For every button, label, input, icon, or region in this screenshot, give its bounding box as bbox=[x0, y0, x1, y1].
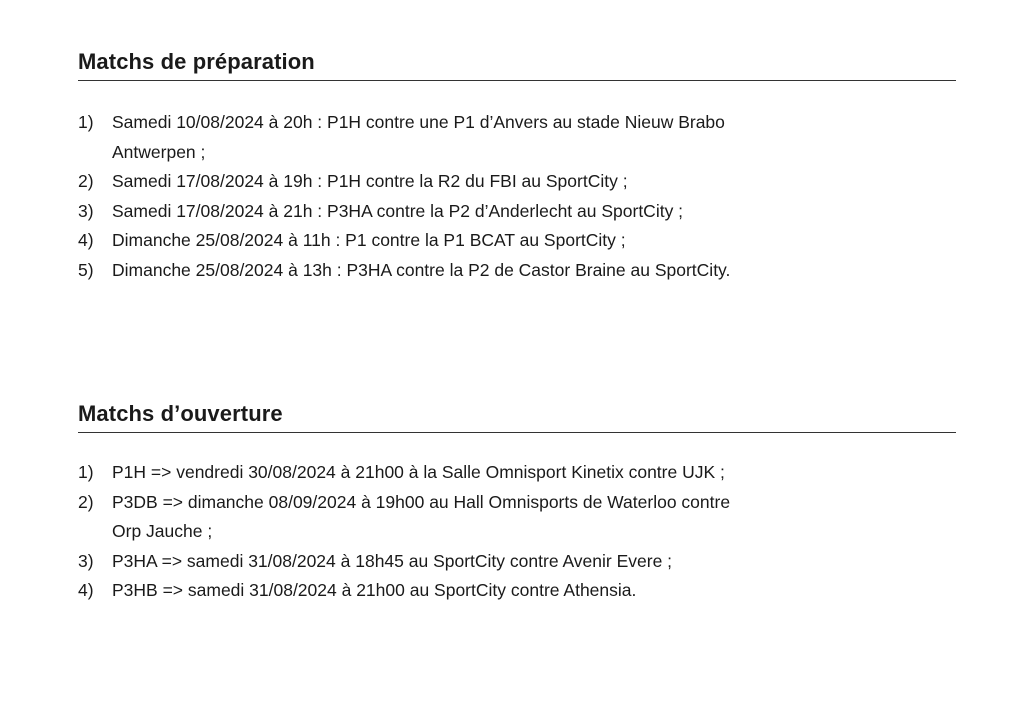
list-item bbox=[78, 256, 732, 286]
item-number: 1) bbox=[78, 112, 94, 132]
item-number: 5) bbox=[78, 259, 94, 280]
list-item bbox=[78, 167, 732, 197]
item-number: 4) bbox=[78, 580, 94, 601]
item-text: Samedi 10/08/2024 à 20h : P1H contre une P1 d’Anvers au stade Nieuw Brabo Antwerpen ; bbox=[112, 112, 725, 162]
item-text: P3DB => dimanche 08/09/2024 à 19h00 au Hall Omnisports de Waterloo contre Orp Jauche ; bbox=[112, 491, 731, 542]
match-list bbox=[78, 108, 956, 286]
list-item bbox=[78, 197, 732, 227]
match-list bbox=[78, 458, 956, 606]
item-number: 3) bbox=[78, 550, 94, 571]
section-matchs-preparation bbox=[78, 48, 956, 286]
list-item bbox=[78, 458, 732, 488]
item-number: 2) bbox=[78, 171, 94, 192]
section-matchs-ouverture bbox=[78, 400, 956, 606]
list-item bbox=[78, 576, 732, 606]
section-title: Matchs d’ouverture bbox=[78, 400, 956, 433]
list-item bbox=[78, 547, 732, 577]
item-text: Dimanche 25/08/2024 à 11h : P1 contre la P1 BCAT au SportCity ; bbox=[112, 230, 626, 251]
item-text: P3HB => samedi 31/08/2024 à 21h00 au SportCity contre Athensia. bbox=[112, 580, 637, 601]
item-text: P3HA => samedi 31/08/2024 à 18h45 au SportCity contre Avenir Evere ; bbox=[112, 550, 673, 571]
item-number: 4) bbox=[78, 230, 94, 251]
item-number: 1) bbox=[78, 462, 94, 482]
item-text: Samedi 17/08/2024 à 21h : P3HA contre la P2 d’Anderlecht au SportCity ; bbox=[112, 200, 684, 221]
item-number: 3) bbox=[78, 200, 94, 221]
list-item bbox=[78, 226, 732, 256]
list-item bbox=[78, 108, 732, 167]
item-text: P1H => vendredi 30/08/2024 à 21h00 à la Salle Omnisport Kinetix contre UJK ; bbox=[112, 462, 725, 482]
item-text: Dimanche 25/08/2024 à 13h : P3HA contre la P2 de Castor Braine au SportCity. bbox=[112, 259, 731, 280]
list-item bbox=[78, 488, 732, 547]
section-title: Matchs de préparation bbox=[78, 48, 956, 81]
item-text: Samedi 17/08/2024 à 19h : P1H contre la R2 du FBI au SportCity ; bbox=[112, 171, 628, 192]
item-number: 2) bbox=[78, 491, 94, 512]
